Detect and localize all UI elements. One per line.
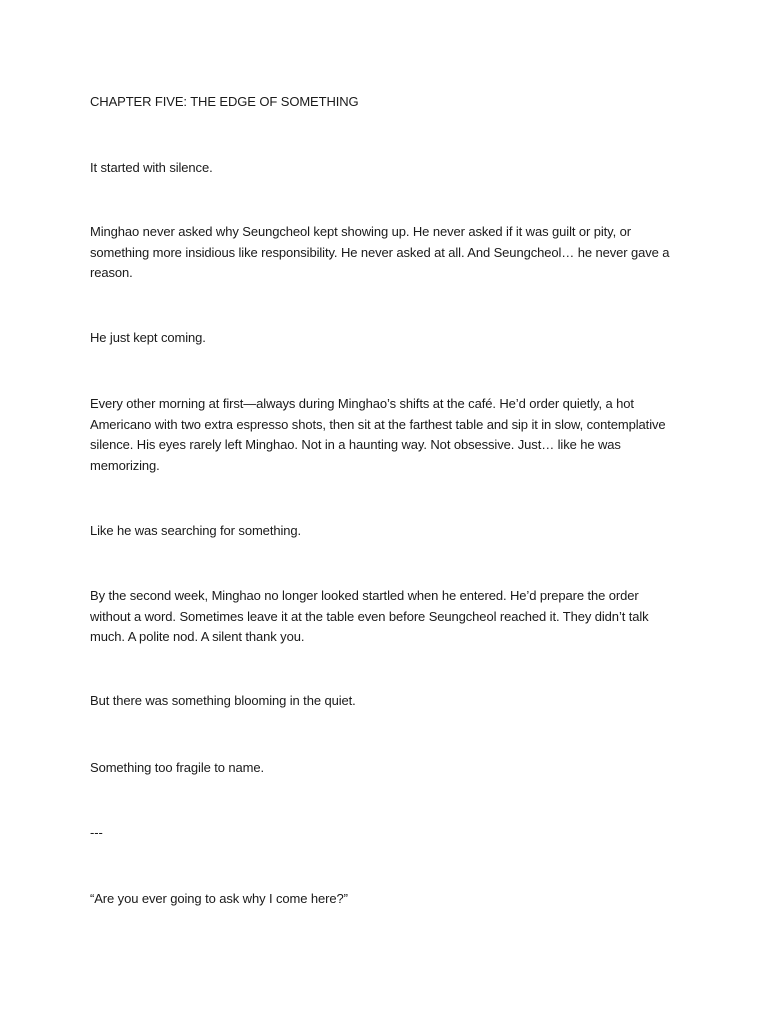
paragraph: He just kept coming. xyxy=(90,330,206,345)
paragraph: It started with silence. xyxy=(90,160,213,175)
dialogue-line: “Are you ever going to ask why I come here?” xyxy=(90,891,348,906)
paragraph: Like he was searching for something. xyxy=(90,523,302,538)
paragraph: But there was something blooming in the quiet. xyxy=(90,693,356,708)
chapter-heading: CHAPTER FIVE: THE EDGE OF SOMETHING xyxy=(90,94,359,109)
scene-break: --- xyxy=(90,825,103,840)
paragraph: Minghao never asked why Seungcheol kept showing up. He never asked if it was guilt or pity, or something more insidious like responsibility. He never asked at all. And Seungcheol… he never gave a reason. xyxy=(90,224,670,280)
paragraph: Every other morning at first—always during Minghao’s shifts at the café. He’d order quietly, a hot Americano with two extra espresso shots, then sit at the farthest table and sip it in slow, contemplative silence. His eyes rarely left Minghao. Not in a haunting way. Not obsessive. Just… like he was memorizing. xyxy=(90,396,666,473)
paragraph: Something too fragile to name. xyxy=(90,760,265,775)
paragraph: By the second week, Minghao no longer looked startled when he entered. He’d prepare the order without a word. Sometimes leave it at the table even before Seungcheol reached it. They didn’t talk much. A polite nod. A silent thank you. xyxy=(90,588,649,644)
